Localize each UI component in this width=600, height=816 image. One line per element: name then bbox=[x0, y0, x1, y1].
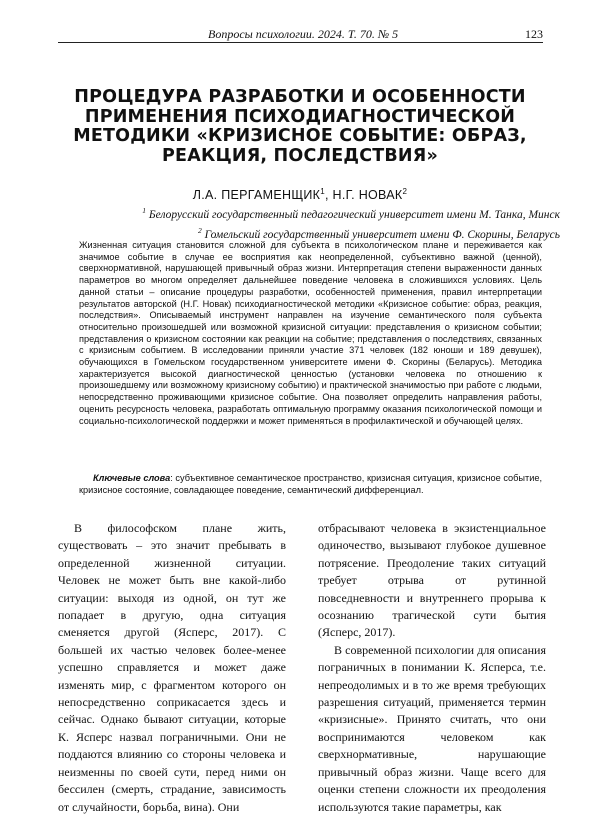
article-title: ПРОЦЕДУРА РАЗРАБОТКИ И ОСОБЕННОСТИ ПРИМЕНЕНИЯ ПСИХОДИАГНОСТИЧЕСКОЙ МЕТОДИКИ «КРИЗИСНОЕ СОБЫТИЕ: ОБРАЗ, РЕАКЦИЯ, ПОСЛЕДСТВИЯ» bbox=[73, 87, 527, 166]
body-paragraph: В современной психологии для описания пограничных в понимании К. Ясперса, т.е. непреодолимых и в то же время требующих разрешения ситуаций, применяется термин «кризисные». Принято считать, что они воспринимаются человеком как сверхнормативные, нарушающие привычный образ жизни. Чаще всего для оценки степени сложности их преодоления используются такие параметры, как bbox=[318, 642, 546, 814]
affiliation-text: Гомельский государственный университет имени Ф. Скорины, Беларусь bbox=[204, 228, 560, 241]
affiliation-mark: 2 bbox=[198, 225, 202, 235]
page-number: 123 bbox=[525, 27, 543, 41]
body-paragraph: отбрасывают человека в экзистенциальное одиночество, вызывают глубокое душевное потрясение. Преодоление таких ситуаций требует отрыва от рутинной повседневности и внутреннего прорыва к осознанию трагической сути бытия (Ясперс, 2017). bbox=[318, 521, 546, 640]
author-affiliation-mark: 2 bbox=[402, 187, 408, 196]
keywords bbox=[79, 473, 542, 496]
author-separator: , bbox=[324, 188, 333, 203]
keywords-label: Ключевые слова bbox=[93, 473, 171, 483]
affiliations bbox=[70, 203, 560, 243]
affiliation bbox=[70, 203, 560, 223]
author-name: Л.А. ПЕРГАМЕНЩИК bbox=[192, 188, 321, 203]
keywords-text: : субъективное семантическое пространство, кризисная ситуация, кризисное событие, кризисное состояние, совладающее поведение, семантический дифференциал. bbox=[79, 473, 542, 495]
body-paragraph: В философском плане жить, существовать – это значит пребывать в определенной жизненной ситуации. Человек не может быть вне какой-либо ситуации: выходя из одной, он тут же попадает в другую, одна ситуация сменяется другой (Ясперс, 2017). С большей их частью человек более-менее успешно справляется и может даже изменять мир, с фрагментом которого он непосредственно соприкасается здесь и сейчас. Однако бывают ситуации, которые К. Ясперс назвал пограничными. Они не поддаются влиянию со стороны человека и неизменны по своей сути, перед ними он бессилен (смерть, страдание, зависимость от случайности, борьба, вина). Они bbox=[58, 521, 286, 814]
author-affiliation-mark: 1 bbox=[320, 187, 325, 196]
affiliation-text: Белорусский государственный педагогический университет имени М. Танка, Минск bbox=[148, 208, 560, 221]
abstract: Жизненная ситуация становится сложной для субъекта в психологическом плане и переживается как значимое событие в случае ее восприятия как неопределенной, субъективно важной (ценной), сверхнормативной, нарушающей привычный образ жизни. Интерпретация степени выраженности данных параметров во многом определяет дальнейшее поведение человека в сложившихся условиях. Цель данной статьи – описание процедуры разработки, особенностей применения, правил интерпретации результатов авторской (Н.Г. Новак) психодиагностической методики «Кризисное событие: образ, реакция, последствия». Описываемый инструмент направлен на изучение семантического поля субъекта относительно произошедшей или возможной кризисной ситуации: представления о кризисном событии; представления о кризисном состоянии как реакции на событие; представления о последствиях, связанных с кризисным событием. В исследовании приняли участие 371 человек (182 юноши и 189 девушек), обучающихся в Гомельском государственном университете имени Ф. Скорины (Беларусь). Методика характеризуется высокой диагностической ценностью (установки человека по отношению к произошедшему или возможному кризисному событию) и практической значимостью при работе с людьми, непосредственно проживающими кризисное событие. Она позволяет определить направления работы, оценить ресурсность человека, разработать оптимальную программу оказания психологической помощи и социально-психологической поддержки и может применяться в профилактической и обучающей целях. bbox=[79, 240, 542, 426]
running-header bbox=[58, 27, 543, 43]
body-column-left bbox=[58, 520, 286, 816]
body-column-right bbox=[318, 520, 546, 816]
affiliation-mark: 1 bbox=[142, 206, 146, 215]
journal-citation: Вопросы психологии. 2024. Т. 70. № 5 bbox=[208, 27, 399, 41]
authors-line bbox=[0, 187, 600, 202]
author-name: Н.Г. НОВАК bbox=[332, 188, 403, 203]
